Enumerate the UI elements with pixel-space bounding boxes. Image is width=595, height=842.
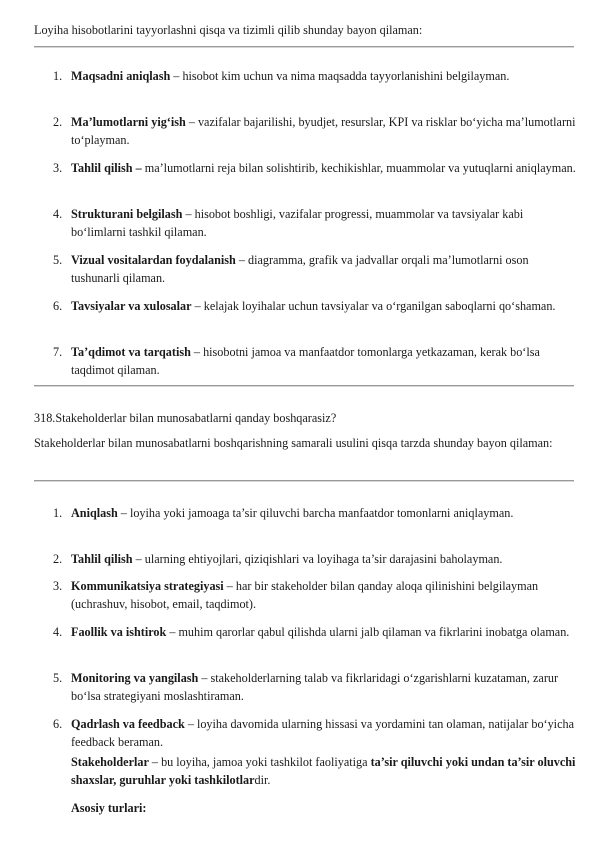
- list-item-text: [71, 67, 577, 85]
- list-item-title: Qadrlash va feedback: [71, 717, 185, 731]
- list-number: 4.: [53, 207, 63, 221]
- list-item-description: – loyiha yoki jamoaga ta’sir qiluvchi barcha manfaatdor tomonlarni aniqlayman.: [117, 506, 514, 520]
- divider-bottom: [34, 480, 574, 482]
- list-item-description: – stakeholderlarning talab va fikrlaridagi o‘zgarishlarni kuzataman, zarur bo‘lsa strategiyani moslashtiraman.: [71, 671, 559, 703]
- list-item-text: [71, 550, 577, 568]
- list-item-text: [71, 343, 577, 379]
- question-heading: 318.Stakeholderlar bilan munosabatlarni qanday boshqarasiz?: [34, 411, 337, 425]
- list-item-text: [71, 251, 577, 287]
- list-number: 3.: [53, 579, 63, 593]
- list-item-text: [71, 577, 577, 613]
- list-item-description: – hisobot kim uchun va nima maqsadda tayyorlanishini belgilayman.: [170, 69, 510, 83]
- list-item-description: – diagramma, grafik va jadvallar orqali ma’lumotlarni oson tushunarli qilaman.: [71, 253, 529, 285]
- list-item-description: – loyiha davomida ularning hissasi va yordamini tan olaman, natijalar bo‘yicha feedback beraman.: [71, 717, 574, 749]
- list-number: 5.: [53, 671, 63, 685]
- list-item-title: Strukturani belgilash: [71, 207, 183, 221]
- divider-top: [34, 46, 574, 48]
- list-item-text: [71, 113, 577, 149]
- list-item-description: – vazifalar bajarilishi, byudjet, resurslar, KPI va risklar bo‘yicha ma’lumotlarni to‘playman.: [71, 115, 576, 147]
- list-item-title: Tavsiyalar va xulosalar: [71, 299, 192, 313]
- list-item-description: – ularning ehtiyojlari, qiziqishlari va loyihaga ta’sir darajasini baholayman.: [132, 552, 503, 566]
- list-number: 1.: [53, 506, 63, 520]
- answer-intro-paragraph: Stakeholderlar bilan munosabatlarni boshqarishning samarali usulini qisqa tarzda shunday bayon qilaman:: [34, 436, 553, 450]
- list-item-title: Kommunikatsiya strategiyasi: [71, 579, 224, 593]
- list-item-text: [71, 159, 577, 177]
- list-item-text: [71, 669, 577, 705]
- list-item-description: – har bir stakeholder bilan qanday aloqa qilinishini belgilayman (uchrashuv, hisobot, email, taqdimot).: [71, 579, 539, 611]
- list-item-text: [71, 205, 577, 241]
- list-item-description: – hisobot boshligi, vazifalar progressi, muammolar va tavsiyalar kabi bo‘limlarni tashkil qilaman.: [71, 207, 524, 239]
- list-item-title: Tahlil qilish: [71, 552, 133, 566]
- list-item-text: [71, 623, 577, 641]
- list-item-description: ma’lumotlarni reja bilan solishtirib, kechikishlar, muammolar va yutuqlarni aniqlayman.: [141, 161, 576, 175]
- list-number: 5.: [53, 253, 63, 267]
- list-item-text: [71, 297, 577, 315]
- list-item-description: – hisobotni jamoa va manfaatdor tomonlarga yetkazaman, kerak bo‘lsa taqdimot qilaman.: [71, 345, 540, 377]
- types-heading: Asosiy turlari:: [71, 801, 147, 815]
- list-item-title: Faollik va ishtirok: [71, 625, 167, 639]
- list-number: 6.: [53, 299, 63, 313]
- list-item-title: Vizual vositalardan foydalanish: [71, 253, 236, 267]
- list-item-description: – muhim qarorlar qabul qilishda ularni jalb qilaman va fikrlarini inobatga olaman.: [166, 625, 570, 639]
- definition-term: Stakeholderlar: [71, 755, 149, 769]
- list-number: 3.: [53, 161, 63, 175]
- list-number: 1.: [53, 69, 63, 83]
- definition-text: – bu loyiha, jamoa yoki tashkilot faoliyatiga: [148, 755, 371, 769]
- list-number: 4.: [53, 625, 63, 639]
- list-item-title: Tahlil qilish –: [71, 161, 142, 175]
- definition-suffix: dir.: [254, 773, 271, 787]
- list-item-title: Maqsadni aniqlash: [71, 69, 171, 83]
- list-item-text: [71, 715, 577, 751]
- list-number: 6.: [53, 717, 63, 731]
- list-item-text: [71, 504, 577, 522]
- list-item-title: Ta’qdimot va tarqatish: [71, 345, 191, 359]
- intro-paragraph: Loyiha hisobotlarini tayyorlashni qisqa va tizimli qilib shunday bayon qilaman:: [34, 23, 423, 37]
- list-number: 2.: [53, 115, 63, 129]
- list-item-description: – kelajak loyihalar uchun tavsiyalar va o‘rganilgan saboqlarni qo‘shaman.: [191, 299, 556, 313]
- divider-middle: [34, 385, 574, 387]
- definition-emphasis: ta’sir qiluvchi yoki undan ta’sir oluvchi shaxslar, guruhlar yoki tashkilotlar: [71, 755, 576, 787]
- list-item-title: Aniqlash: [71, 506, 118, 520]
- list-number: 2.: [53, 552, 63, 566]
- stakeholder-definition: [71, 753, 577, 789]
- list-item-title: Monitoring va yangilash: [71, 671, 199, 685]
- list-item-title: Ma’lumotlarni yig‘ish: [71, 115, 186, 129]
- list-number: 7.: [53, 345, 63, 359]
